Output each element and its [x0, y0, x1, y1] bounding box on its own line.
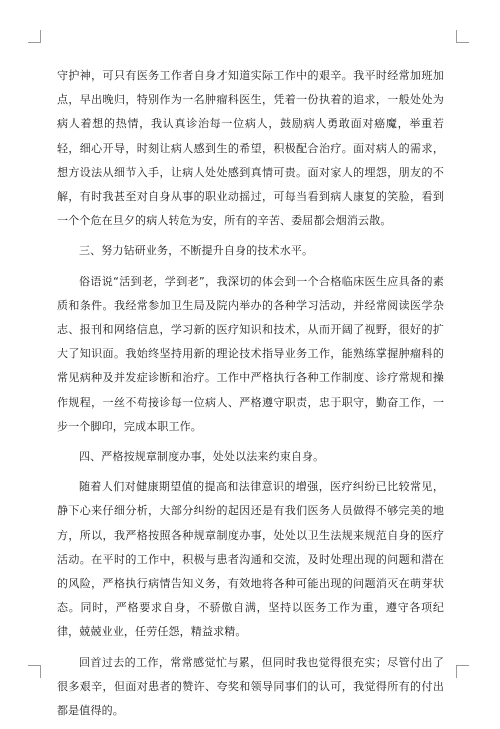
crop-mark-top-left [28, 30, 41, 43]
document-body [57, 64, 444, 729]
crop-mark-bottom-right [456, 665, 469, 678]
paragraph-regulations: 随着人们对健康期望值的提高和法律意识的增强，医疗纠纷已比较常见，静下心来仔细分析，大部分纠纷的起因还是有我们医务人员做得不够完美的地方，所以，我严格按照各种规章制度办事，处处以卫生法规来规范自身的医疗活动。在平时的工作中，积极与患者沟通和交流，及时处理出现的问题和潜在的风险，严格执行病情告知义务，有效地将各种可能出现的问题消灭在萌芽状态。同时，严格要求自身，不骄傲自满，坚持以医务工作为重，遵守各项纪律，兢兢业业，任劳任怨，精益求精。 [57, 480, 444, 639]
section-heading-3: 三、努力钻研业务，不断提升自身的技术水平。 [79, 244, 314, 258]
crop-mark-bottom-left [28, 665, 41, 678]
paragraph-study: 俗语说“活到老，学到老”，我深切的体会到一个合格临床医生应具备的素质和条件。我经常参加卫生局及院内举办的各种学习活动，并经常阅读医学杂志、报刊和网络信息，学习新的医疗知识和技术，从而开阔了视野，很好的扩大了知识面。我始终坚持用新的理论技术指导业务工作，能熟练掌握肿瘤科的常见病种及并发症诊断和治疗。工作中严格执行各种工作制度、诊疗常规和操作规程，一丝不苟接诊每一位病人、严格遵守职责，忠于职守，勤奋工作，一步一个脚印，完成本职工作。 [57, 274, 444, 433]
crop-mark-top-right [456, 30, 469, 43]
paragraph-continuation: 守护神，可只有医务工作者自身才知道实际工作中的艰辛。我平时经常加班加点，早出晚归，特别作为一名肿瘤科医生，凭着一份执着的追求，一般处处为病人着想的热情，我认真诊治每一位病人，鼓励病人勇敢面对癌魔，举重若轻，细心开导，时刻让病人感到生的希望，积极配合治疗。面对病人的需求，想方设法从细节入手，让病人处处感到真情可贵。面对家人的埋怨，朋友的不解，有时我甚至对自身从事的职业动摇过，可每当看到病人康复的笑脸，看到一个个危在旦夕的病人转危为安，所有的辛苦、委屈都会烟消云散。 [57, 69, 444, 228]
section-heading-4: 四、严格按规章制度办事，处处以法来约束自身。 [79, 450, 325, 464]
paragraph-conclusion: 回首过去的工作，常常感觉忙与累，但同时我也觉得很充实；尽管付出了很多艰辛，但面对患者的赞许、夸奖和领导同事们的认可，我觉得所有的付出都是值得的。 [57, 655, 444, 718]
